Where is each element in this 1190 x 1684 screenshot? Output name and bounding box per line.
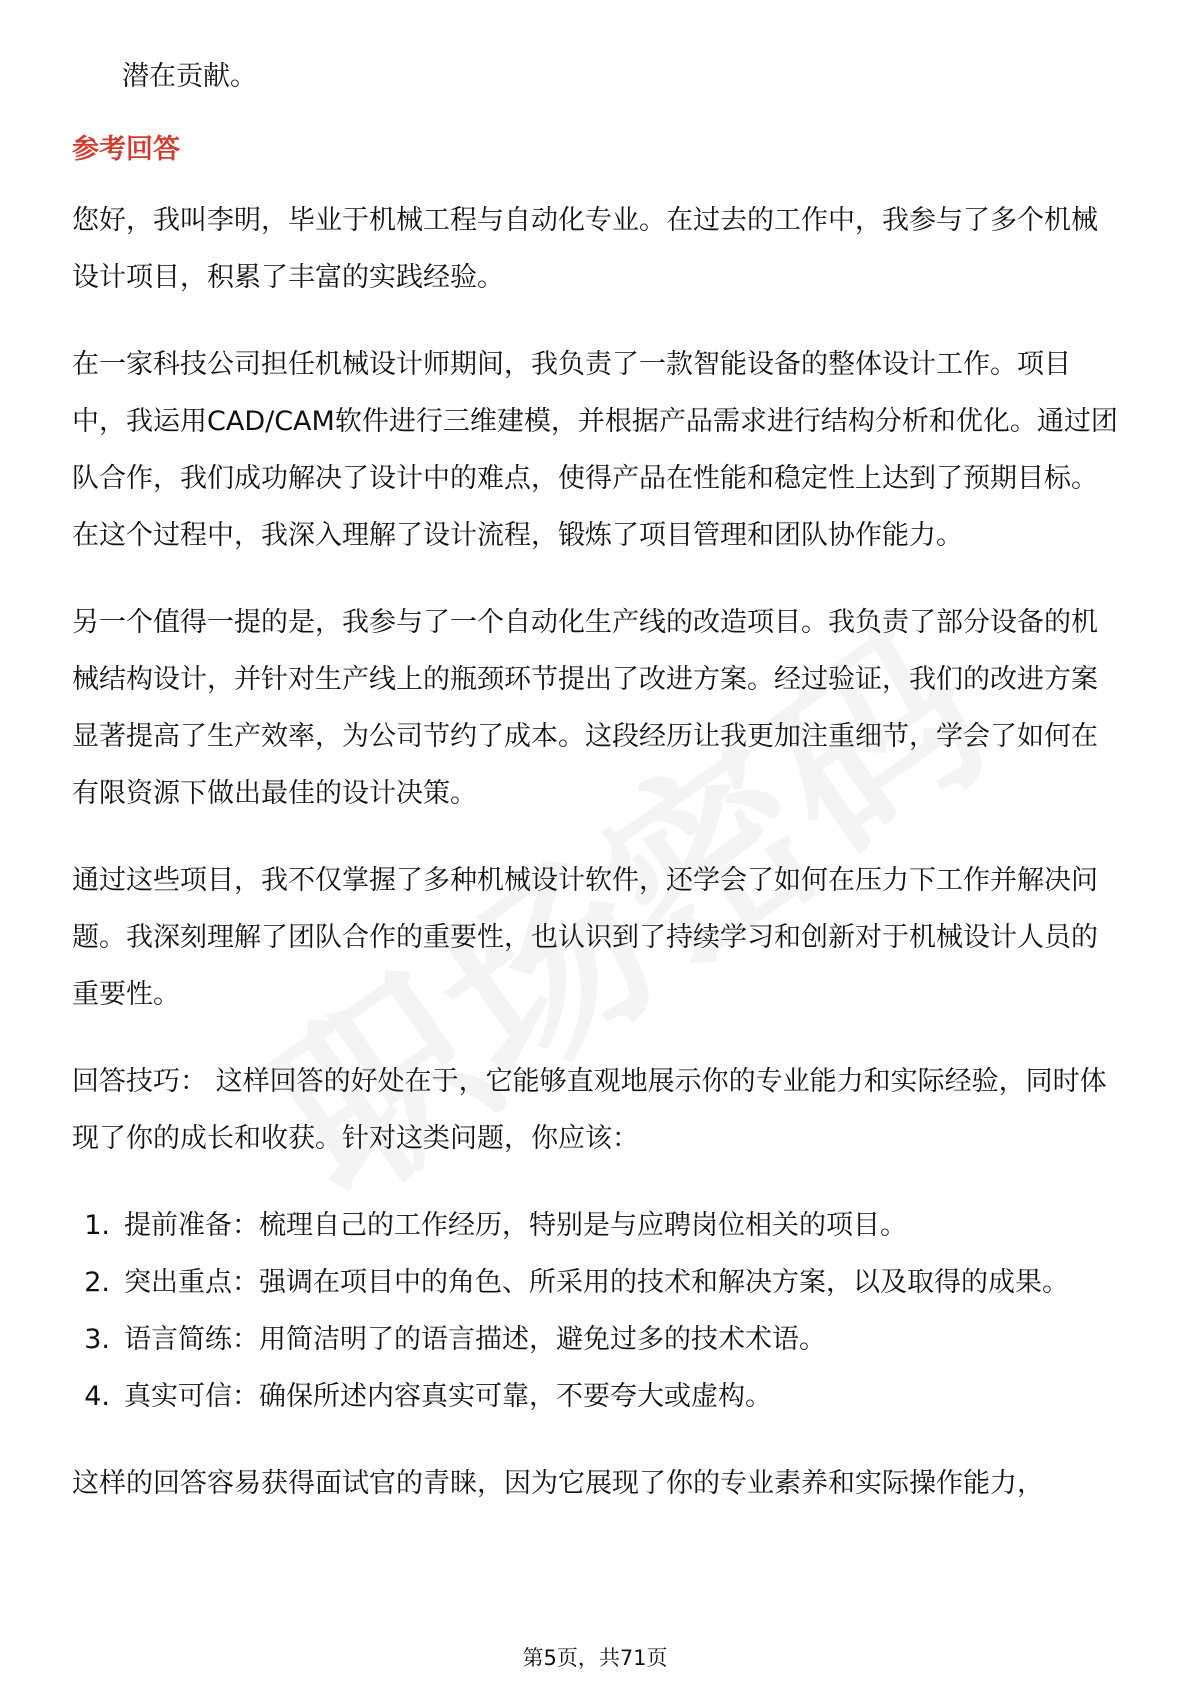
paragraph-intro: 您好，我叫李明，毕业于机械工程与自动化专业。在过去的工作中，我参与了多个机械设计项目，积累了丰富的实践经验。: [72, 205, 1098, 293]
paragraph-closing: 这样的回答容易获得面试官的青睐，因为它展现了你的专业素养和实际操作能力，: [72, 1468, 1044, 1499]
lead-fragment: 潜在贡献。: [122, 61, 257, 92]
list-item-number: 2.: [84, 1267, 110, 1298]
paragraph-tips-intro: 回答技巧： 这样回答的好处在于，它能够直观地展示你的专业能力和实际经验，同时体现了你的成长和收获。针对这类问题，你应该：: [72, 1066, 1107, 1154]
list-item-text: 语言简练：用简洁明了的语言描述，避免过多的技术术语。: [124, 1324, 826, 1355]
list-item: [72, 1254, 1122, 1311]
list-item-number: 4.: [84, 1381, 110, 1412]
list-item: [72, 1368, 1122, 1425]
list-item-number: 1.: [84, 1210, 110, 1241]
tips-list: [72, 1197, 1122, 1425]
paragraph-summary: 通过这些项目，我不仅掌握了多种机械设计软件，还学会了如何在压力下工作并解决问题。我深刻理解了团队合作的重要性，也认识到了持续学习和创新对于机械设计人员的重要性。: [72, 865, 1098, 1010]
paragraph-experience-1: 在一家科技公司担任机械设计师期间，我负责了一款智能设备的整体设计工作。项目中，我运用CAD/CAM软件进行三维建模，并根据产品需求进行结构分析和优化。通过团队合作，我们成功解决了设计中的难点，使得产品在性能和稳定性上达到了预期目标。在这个过程中，我深入理解了设计流程，锻炼了项目管理和团队协作能力。: [72, 349, 1118, 551]
list-item-number: 3.: [84, 1324, 110, 1355]
page-number-footer: 第5页，共71页: [522, 1646, 668, 1670]
list-item: [72, 1311, 1122, 1368]
list-item-text: 提前准备：梳理自己的工作经历，特别是与应聘岗位相关的项目。: [124, 1210, 907, 1241]
list-item-text: 突出重点：强调在项目中的角色、所采用的技术和解决方案，以及取得的成果。: [124, 1267, 1069, 1298]
section-heading: 参考回答: [72, 134, 180, 165]
paragraph-experience-2: 另一个值得一提的是，我参与了一个自动化生产线的改造项目。我负责了部分设备的机械结构设计，并针对生产线上的瓶颈环节提出了改进方案。经过验证，我们的改进方案显著提高了生产效率，为公司节约了成本。这段经历让我更加注重细节，学会了如何在有限资源下做出最佳的设计决策。: [72, 607, 1098, 809]
list-item-text: 真实可信：确保所述内容真实可靠，不要夸大或虚构。: [124, 1381, 772, 1412]
document-body: [72, 48, 1122, 1512]
list-item: [72, 1197, 1122, 1254]
